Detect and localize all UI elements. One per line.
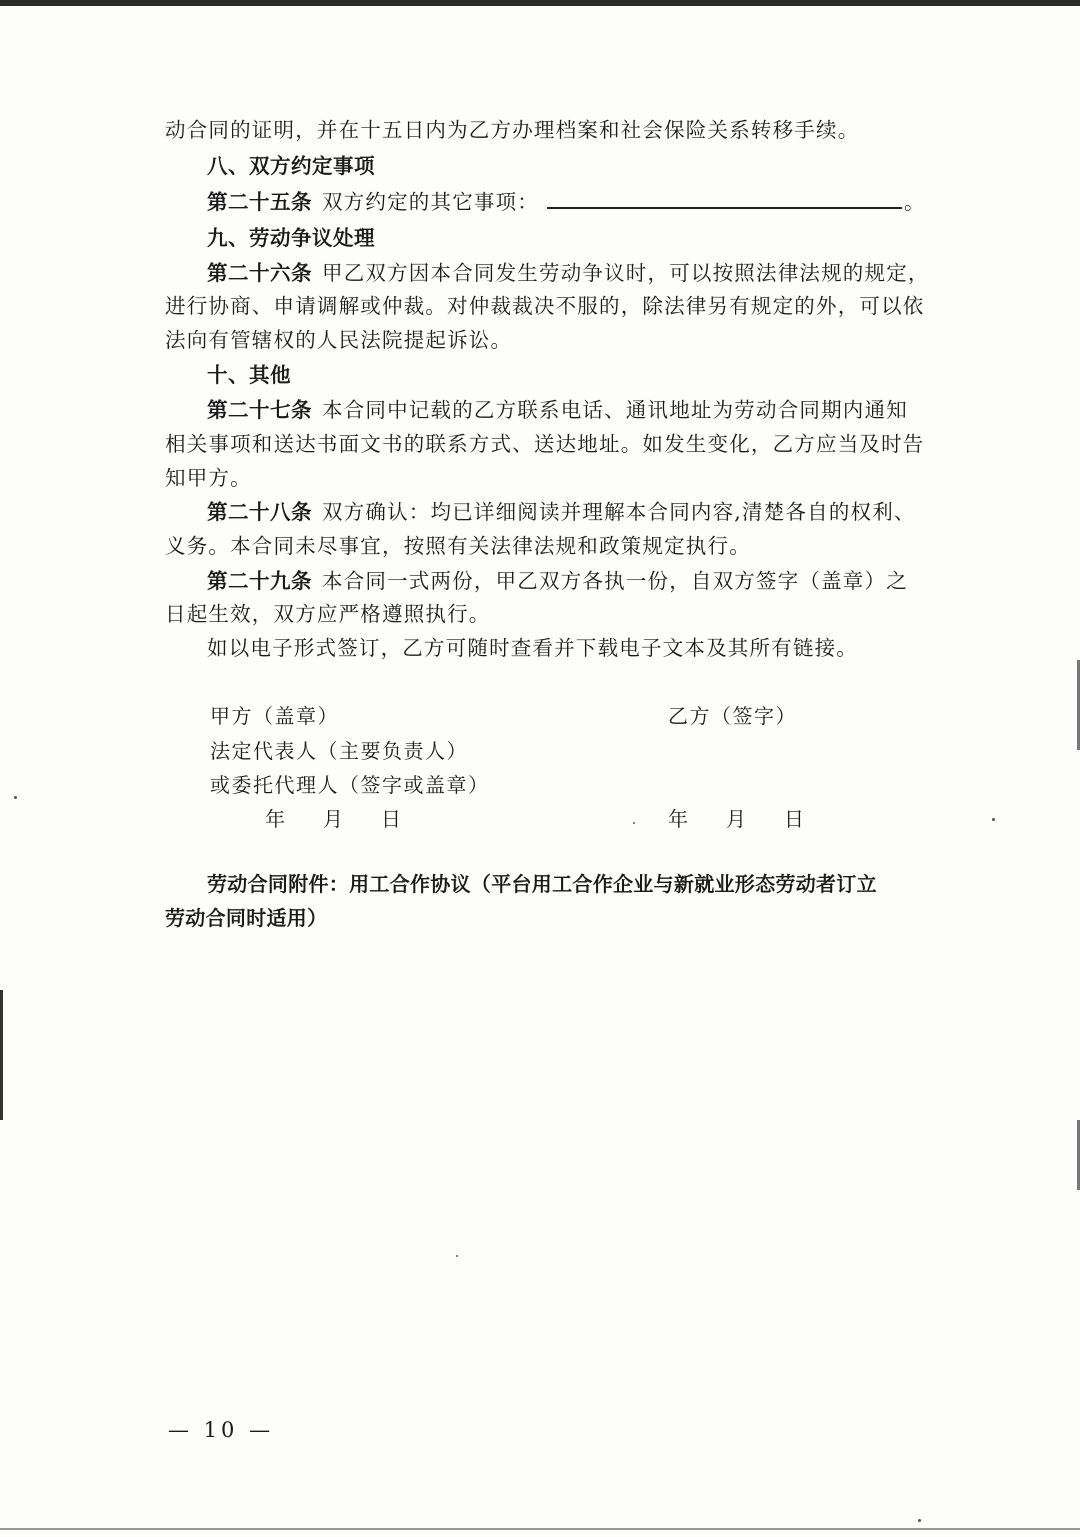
article-label: 第二十八条 <box>207 500 312 524</box>
party-a-date <box>265 801 403 837</box>
legal-representative-label: 法定代表人（主要负责人） <box>210 739 468 763</box>
article-28-line-1 <box>207 494 917 530</box>
date-month-label: 月 <box>726 807 748 831</box>
section-heading-9: 九、劳动争议处理 <box>207 226 375 250</box>
article-text: 双方约定的其它事项： <box>322 190 539 214</box>
section-heading-10: 十、其他 <box>207 363 291 387</box>
authorized-agent-label: 或委托代理人（签字或盖章） <box>210 773 490 797</box>
article-label: 第二十五条 <box>207 190 312 214</box>
scan-speck <box>14 796 17 799</box>
date-day-label: 日 <box>784 807 806 831</box>
party-b-date <box>668 801 806 837</box>
article-text: 本合同一式两份，甲乙双方各执一份，自双方签字（盖章）之 <box>322 569 908 593</box>
scan-speck <box>992 818 995 821</box>
article-27-line-2: 相关事项和送达书面文书的联系方式、送达地址。如发生变化，乙方应当及时告 <box>165 432 925 456</box>
fill-in-blank-line <box>547 189 902 209</box>
date-day-label: 日 <box>381 807 403 831</box>
scan-top-edge <box>0 0 1080 6</box>
article-end-mark: 。 <box>904 190 926 214</box>
article-label: 第二十六条 <box>207 261 312 285</box>
article-26-line-1 <box>207 255 930 291</box>
article-29-line-1 <box>207 563 917 599</box>
date-year-label: 年 <box>265 807 287 831</box>
page-number: — 10 — <box>168 1418 275 1442</box>
party-b-signature-label: 乙方（签字） <box>668 704 797 728</box>
article-text: 甲乙双方因本合同发生劳动争议时，可以按照法律法规的规定， <box>322 261 930 285</box>
section-heading-8: 八、双方约定事项 <box>207 154 375 178</box>
scan-speck <box>633 822 635 824</box>
appendix-title-line-1: 劳动合同附件：用工合作协议（平台用工合作企业与新就业形态劳动者订立 <box>207 872 877 896</box>
article-27-line-3: 知甲方。 <box>165 466 252 490</box>
party-a-seal-label: 甲方（盖章） <box>210 704 339 728</box>
article-26-line-3: 法向有管辖权的人民法院提起诉讼。 <box>165 328 513 352</box>
article-label: 第二十九条 <box>207 569 312 593</box>
scan-left-edge-mark <box>0 990 3 1120</box>
article-label: 第二十七条 <box>207 398 312 422</box>
date-year-label: 年 <box>668 807 690 831</box>
scan-speck <box>918 1519 921 1522</box>
article-text: 本合同中记载的乙方联系电话、通讯地址为劳动合同期内通知 <box>322 398 908 422</box>
scan-bottom-edge <box>0 1528 1080 1530</box>
paragraph-line: 动合同的证明，并在十五日内为乙方办理档案和社会保险关系转移手续。 <box>165 118 860 142</box>
article-29-line-2: 日起生效，双方应严格遵照执行。 <box>165 602 491 626</box>
article-25 <box>207 184 926 220</box>
article-28-line-2: 义务。本合同未尽事宜，按照有关法律法规和政策规定执行。 <box>165 534 751 558</box>
article-26-line-2: 进行协商、申请调解或仲裁。对仲裁裁决不服的，除法律另有规定的外，可以依 <box>165 294 925 318</box>
date-month-label: 月 <box>323 807 345 831</box>
article-27-line-1 <box>207 392 917 428</box>
scan-speck <box>456 1255 458 1257</box>
article-text: 双方确认：均已详细阅读并理解本合同内容,清楚各自的权利、 <box>322 500 916 524</box>
electronic-signing-note: 如以电子形式签订，乙方可随时查看并下载电子文本及其所有链接。 <box>207 636 858 660</box>
appendix-title-line-2: 劳动合同时适用） <box>165 906 328 930</box>
